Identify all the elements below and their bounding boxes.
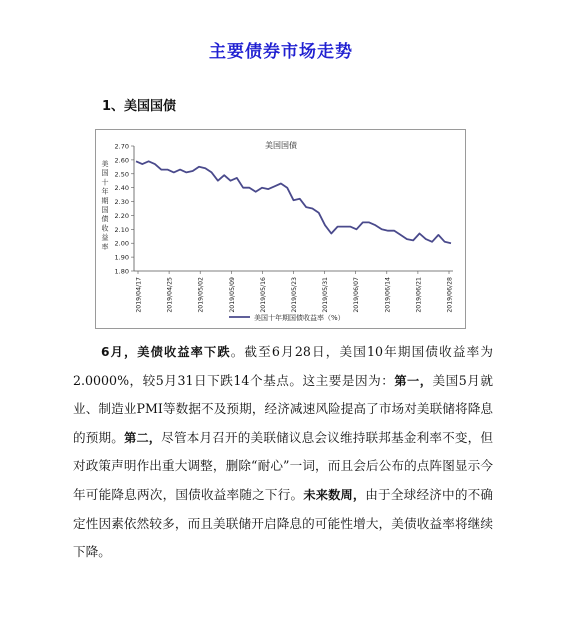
paragraph-text-2: 美国5月就业、制造业PMI等数据不及预期，经济减速风险提高了市场对美联储将降息的预期。: [73, 372, 493, 445]
y-tick-label: 2.70: [114, 142, 129, 151]
x-tick-label: 2019/05/16: [259, 277, 267, 313]
y-label-char: 率: [101, 242, 109, 251]
paragraph-text-1: 。截至6月28日，美国10年期国债收益率为2.0000%，较5月31日下跌14个基点。这主要是因为：: [73, 344, 493, 388]
lead-bold: 6月，美债收益率下跌: [101, 345, 231, 359]
y-tick-label: 2.30: [114, 198, 129, 207]
y-tick-label: 2.00: [114, 239, 129, 248]
chart-svg: [96, 130, 465, 328]
y-tick-label: 1.90: [114, 253, 129, 262]
x-tick-label: 2019/05/23: [291, 277, 298, 313]
x-axis-ticks: [136, 271, 454, 313]
series-group: [136, 161, 451, 243]
paragraph-text-4: 由于全球经济中的不确定性因素依然较多，而且美联储开启降息的可能性增大，美债收益率将继续下降。: [73, 486, 494, 560]
section-heading: 1、美国国债: [102, 99, 177, 114]
first-point-bold: 第一，: [394, 373, 433, 388]
second-point-bold: 第二，: [124, 430, 162, 445]
x-tick-label: 2019/06/14: [384, 277, 392, 313]
x-tick-label: 2019/05/31: [322, 277, 330, 313]
y-label-char: 收: [101, 224, 109, 233]
y-label-char: 期: [101, 196, 109, 205]
y-tick-label: 2.10: [114, 225, 129, 234]
x-tick-label: 2019/06/21: [415, 277, 423, 313]
series-line: [136, 161, 451, 243]
x-tick-label: 2019/05/02: [197, 277, 205, 313]
y-label-char: 十: [101, 178, 109, 187]
chart-axes: [134, 146, 453, 271]
document-title: 主要债券市场走势: [209, 42, 353, 62]
x-tick-label: 2019/04/17: [135, 277, 143, 313]
x-tick-label: 2019/05/09: [228, 277, 236, 313]
y-tick-label: 1.80: [114, 267, 129, 276]
analysis-paragraph: [73, 338, 493, 567]
us-treasury-chart: [95, 129, 466, 329]
y-tick-label: 2.40: [114, 184, 129, 193]
y-label-char: 益: [101, 233, 109, 242]
y-tick-label: 2.60: [114, 156, 129, 165]
y-axis-label: [102, 159, 109, 251]
outlook-bold: 未来数周，: [303, 487, 366, 502]
y-label-char: 年: [101, 187, 109, 196]
x-tick-label: 2019/06/28: [446, 277, 454, 313]
chart-title: 美国国债: [265, 141, 297, 150]
y-label-char: 国: [101, 206, 109, 214]
y-axis-ticks: [115, 143, 134, 276]
y-label-char: 国: [101, 169, 109, 178]
x-tick-label: 2019/04/25: [166, 277, 174, 313]
x-tick-label: 2019/06/07: [353, 277, 361, 313]
legend-label: 美国十年期国债收益率（%）: [254, 314, 345, 322]
paragraph-text-3: 尽管本月召开的美联储议息会议维持联邦基金利率不变，但对政策声明作出重大调整，删除“耐心”一词，而且会后公布的点阵图显示今年可能降息两次，国债收益率随之下行。: [73, 429, 494, 502]
y-label-char: 债: [101, 215, 109, 224]
y-label-char: 美: [101, 160, 109, 168]
y-tick-label: 2.50: [114, 170, 129, 179]
chart-legend: [229, 313, 345, 322]
y-tick-label: 2.20: [114, 211, 129, 220]
